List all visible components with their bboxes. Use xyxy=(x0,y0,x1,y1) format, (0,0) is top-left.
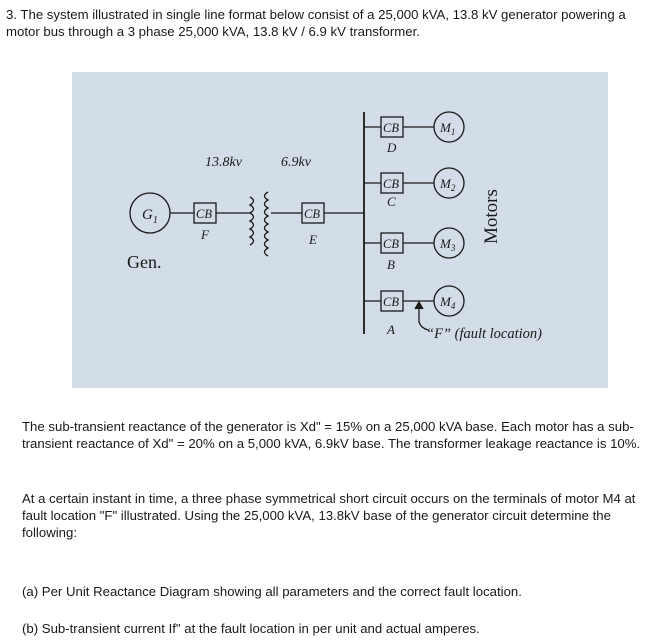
generator-label: Gen. xyxy=(127,252,162,272)
fault-location-label: “F” (fault location) xyxy=(426,326,542,342)
breaker-D-label: D xyxy=(387,140,397,155)
motor-4-sub: 4 xyxy=(450,301,456,311)
transformer-secondary-coil xyxy=(265,192,269,256)
breaker-F-label: F xyxy=(201,227,209,242)
diagram-label xyxy=(142,207,158,226)
voltage-hv-label: 13.8kv xyxy=(205,155,242,170)
breaker-A-label: A xyxy=(387,322,395,337)
voltage-lv-label: 6.9kv xyxy=(281,155,311,170)
generator-subscript: 1 xyxy=(152,215,158,226)
question-intro: 3. The system illustrated in single line format below consist of a 25,000 kVA, 13.8 kV generator powering a motor bus through a 3 phase 25,000 kVA, 13.8 kV / 6.9 kV transformer. xyxy=(6,7,626,39)
transformer-primary-coil xyxy=(250,197,254,245)
diagram-label xyxy=(439,176,456,193)
generator-symbol: G xyxy=(142,207,153,223)
breaker-B-label: B xyxy=(387,257,395,272)
motor-2-sub: 2 xyxy=(450,183,456,193)
diagram-label xyxy=(439,236,456,253)
breaker-B-cb: CB xyxy=(383,237,399,251)
single-line-diagram xyxy=(72,72,608,388)
motors-label: Motors xyxy=(481,189,502,244)
part-a: (a) Per Unit Reactance Diagram showing all parameters and the correct fault location. xyxy=(22,584,522,599)
breaker-D-cb: CB xyxy=(383,121,399,135)
paragraph-reactances: The sub-transient reactance of the generator is Xd" = 15% on a 25,000 kVA base. Each motor has a sub-transient reactance of Xd" = 20% on a 5,000 kVA, 6.9kV base. The transformer leakage reactance is 10%. xyxy=(22,419,641,451)
motor-4-symbol: M xyxy=(440,294,451,309)
motor-3-sub: 3 xyxy=(450,243,456,253)
fault-arrowhead xyxy=(415,302,423,309)
paragraph-fault: At a certain instant in time, a three phase symmetrical short circuit occurs on the terminals of motor M4 at fault location "F" illustrated. Using the 25,000 kVA, 13.8kV base of the generator circuit determine the following: xyxy=(22,491,636,540)
breaker-C-label: C xyxy=(387,194,396,209)
breaker-C-cb: CB xyxy=(383,177,399,191)
motor-1-sub: 1 xyxy=(450,127,456,137)
part-b: (b) Sub-transient current If" at the fault location in per unit and actual amperes. xyxy=(22,621,480,636)
motor-1-symbol: M xyxy=(440,120,451,135)
breaker-E-label: E xyxy=(309,232,317,247)
motor-3-symbol: M xyxy=(440,236,451,251)
breaker-A-cb: CB xyxy=(383,295,399,309)
breaker-F-cb: CB xyxy=(196,207,212,221)
motor-2-symbol: M xyxy=(440,176,451,191)
diagram-label xyxy=(439,120,455,137)
diagram-label xyxy=(439,294,456,311)
breaker-E-cb: CB xyxy=(304,207,320,221)
